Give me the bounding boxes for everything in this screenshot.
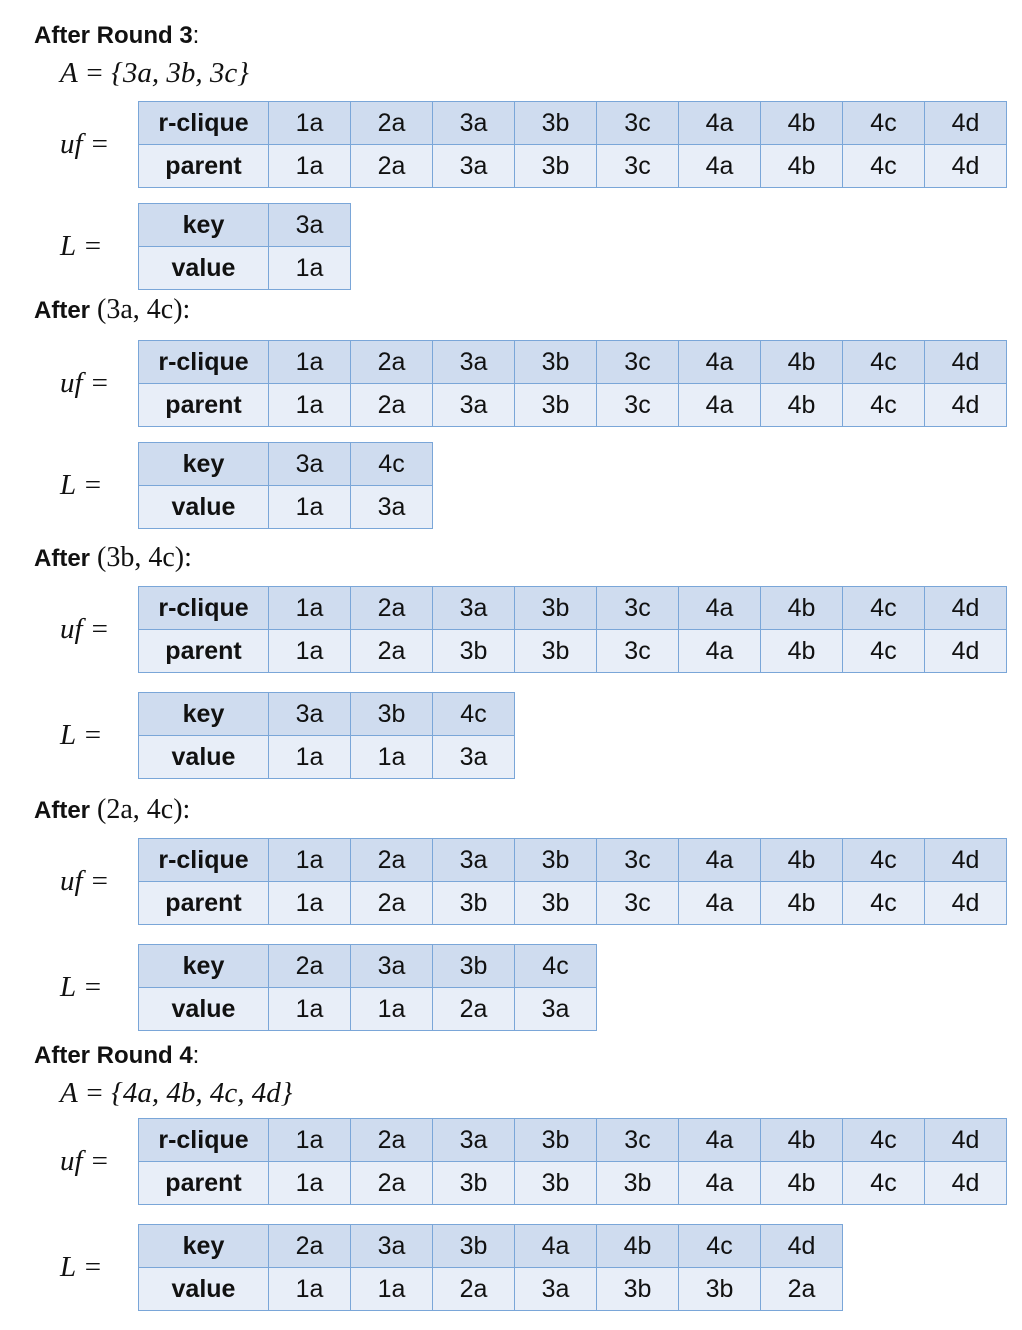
uf-table-cell: 3c (597, 102, 679, 145)
uf-table-cell: 3a (433, 102, 515, 145)
L-table-cell: 3a (269, 693, 351, 736)
uf-table-cell: 2a (351, 630, 433, 673)
L-table (138, 692, 515, 779)
uf-table-cell: 1a (269, 882, 351, 925)
L-table-cell: 2a (433, 988, 515, 1031)
uf-table-cell: 3b (515, 384, 597, 427)
uf-table-cell: 4b (761, 587, 843, 630)
uf-table-row-label: r-clique (139, 341, 269, 384)
L-table-cell: 3a (269, 204, 351, 247)
uf-table-cell: 3b (515, 587, 597, 630)
uf-table-row-label: parent (139, 1162, 269, 1205)
uf-table-cell: 3b (515, 882, 597, 925)
uf-table-cell: 4a (679, 102, 761, 145)
uf-table-cell: 4b (761, 1162, 843, 1205)
uf-table-cell: 2a (351, 102, 433, 145)
uf-table-cell: 3b (433, 630, 515, 673)
uf-table-cell: 3c (597, 587, 679, 630)
uf-table-row-2 (139, 630, 1007, 673)
uf-table-row-label: r-clique (139, 587, 269, 630)
section-header-bold: After Round 4 (34, 1042, 193, 1069)
uf-table-cell: 4a (679, 1119, 761, 1162)
L-table-cell: 4d (761, 1225, 843, 1268)
uf-table-row-2 (139, 882, 1007, 925)
section-header-bold: After (34, 545, 91, 572)
uf-table-cell: 3b (515, 1162, 597, 1205)
uf-table-cell: 4d (925, 145, 1007, 188)
uf-table-row-1 (139, 102, 1007, 145)
L-table-cell: 4c (679, 1225, 761, 1268)
uf-table-cell: 4a (679, 587, 761, 630)
uf-table-cell: 4a (679, 384, 761, 427)
uf-table-row-1 (139, 1119, 1007, 1162)
uf-table-row-label: r-clique (139, 1119, 269, 1162)
uf-table-cell: 2a (351, 587, 433, 630)
uf-table-cell: 4b (761, 882, 843, 925)
uf-table-cell: 2a (351, 1162, 433, 1205)
L-table-cell: 3a (269, 443, 351, 486)
uf-table-cell: 3b (515, 839, 597, 882)
uf-table-cell: 4b (761, 384, 843, 427)
uf-table-cell: 2a (351, 341, 433, 384)
L-table-cell: 3b (433, 945, 515, 988)
L-table-cell: 3b (597, 1268, 679, 1311)
uf-table-cell: 1a (269, 1162, 351, 1205)
uf-table-cell: 4b (761, 630, 843, 673)
uf-label: uf = (60, 367, 110, 399)
L-table-row-label: value (139, 486, 269, 529)
L-table-row-label: value (139, 1268, 269, 1311)
uf-table-cell: 4c (843, 145, 925, 188)
uf-table-cell: 1a (269, 384, 351, 427)
uf-table-row-label: parent (139, 882, 269, 925)
L-table-cell: 3a (351, 1225, 433, 1268)
uf-table-cell: 3b (515, 630, 597, 673)
L-table-cell: 1a (269, 736, 351, 779)
uf-table-cell: 1a (269, 1119, 351, 1162)
uf-table-cell: 4d (925, 630, 1007, 673)
L-table-cell: 4c (433, 693, 515, 736)
uf-table-row-label: parent (139, 630, 269, 673)
L-table-row-label: value (139, 736, 269, 779)
uf-table-cell: 2a (351, 1119, 433, 1162)
section-header-bold: After (34, 297, 91, 324)
section-header-rest: (2a, 4c): (90, 794, 191, 825)
L-table-cell: 3b (679, 1268, 761, 1311)
uf-table-cell: 4a (679, 882, 761, 925)
L-table-row-label: key (139, 1225, 269, 1268)
L-table-row-2 (139, 736, 515, 779)
uf-table-cell: 4c (843, 882, 925, 925)
uf-table-row-2 (139, 384, 1007, 427)
uf-table-cell: 4d (925, 882, 1007, 925)
uf-table-row-1 (139, 587, 1007, 630)
uf-table-cell: 3a (433, 1119, 515, 1162)
uf-table-cell: 4a (679, 839, 761, 882)
uf-table-cell: 4b (761, 839, 843, 882)
uf-table-row-1 (139, 839, 1007, 882)
L-label: L = (60, 971, 103, 1003)
section-header-rest: : (192, 22, 200, 49)
L-table-cell: 2a (761, 1268, 843, 1311)
section-header (34, 796, 190, 825)
L-table-cell: 1a (351, 736, 433, 779)
uf-table-cell: 4b (761, 1119, 843, 1162)
uf-table-row-label: parent (139, 145, 269, 188)
uf-table-cell: 4b (761, 102, 843, 145)
uf-table-cell: 3c (597, 145, 679, 188)
uf-table-row-2 (139, 1162, 1007, 1205)
L-table-row-1 (139, 693, 515, 736)
uf-table-cell: 1a (269, 839, 351, 882)
L-table-cell: 1a (269, 1268, 351, 1311)
section-header-rest: : (192, 1042, 200, 1069)
L-table-row-label: value (139, 247, 269, 290)
uf-table-row-2 (139, 145, 1007, 188)
uf-table-cell: 4b (761, 145, 843, 188)
uf-table-cell: 4d (925, 839, 1007, 882)
uf-table (138, 586, 1007, 673)
L-table-row-2 (139, 1268, 843, 1311)
section-header-rest: (3b, 4c): (90, 542, 192, 573)
L-table (138, 442, 433, 529)
uf-table-cell: 4a (679, 630, 761, 673)
uf-table-cell: 3b (597, 1162, 679, 1205)
uf-table-cell: 2a (351, 882, 433, 925)
L-table-cell: 4c (351, 443, 433, 486)
L-table-cell: 4b (597, 1225, 679, 1268)
uf-table-cell: 4d (925, 587, 1007, 630)
uf-table-cell: 3c (597, 882, 679, 925)
uf-table-cell: 4a (679, 341, 761, 384)
uf-table-cell: 3b (433, 882, 515, 925)
uf-table-cell: 4b (761, 341, 843, 384)
uf-table-row-label: r-clique (139, 839, 269, 882)
uf-table-cell: 3a (433, 341, 515, 384)
uf-table (138, 101, 1007, 188)
L-table (138, 944, 597, 1031)
L-table-cell: 1a (351, 988, 433, 1031)
section-header (34, 544, 192, 573)
set-expression: A = {4a, 4b, 4c, 4d} (60, 1077, 293, 1109)
L-table-row-2 (139, 988, 597, 1031)
uf-table-row-label: r-clique (139, 102, 269, 145)
L-table-cell: 3a (515, 1268, 597, 1311)
L-table-cell: 1a (269, 988, 351, 1031)
section-header (34, 22, 199, 50)
L-table-row-2 (139, 247, 351, 290)
uf-table-cell: 4d (925, 1119, 1007, 1162)
uf-table-cell: 1a (269, 587, 351, 630)
uf-table-cell: 4a (679, 1162, 761, 1205)
L-table-row-2 (139, 486, 433, 529)
L-table-cell: 1a (351, 1268, 433, 1311)
L-label: L = (60, 469, 103, 501)
uf-table-cell: 2a (351, 839, 433, 882)
uf-label: uf = (60, 613, 110, 645)
L-label: L = (60, 719, 103, 751)
uf-table-cell: 4d (925, 341, 1007, 384)
L-table-row-1 (139, 204, 351, 247)
L-table-cell: 4c (515, 945, 597, 988)
L-table-cell: 3a (515, 988, 597, 1031)
uf-table-cell: 3b (515, 102, 597, 145)
uf-table-cell: 3c (597, 839, 679, 882)
uf-table-cell: 4d (925, 1162, 1007, 1205)
L-table-cell: 4a (515, 1225, 597, 1268)
uf-table-cell: 4a (679, 145, 761, 188)
uf-table-cell: 3c (597, 1119, 679, 1162)
section-header (34, 1042, 199, 1070)
uf-table-cell: 1a (269, 145, 351, 188)
L-table-cell: 1a (269, 486, 351, 529)
uf-table-cell: 4d (925, 384, 1007, 427)
uf-table-cell: 4c (843, 839, 925, 882)
L-label: L = (60, 230, 103, 262)
uf-table-cell: 1a (269, 630, 351, 673)
uf-table (138, 340, 1007, 427)
uf-table-cell: 3b (515, 145, 597, 188)
uf-table-cell: 3a (433, 145, 515, 188)
uf-table-cell: 4c (843, 1162, 925, 1205)
L-table-row-label: key (139, 945, 269, 988)
uf-label: uf = (60, 1145, 110, 1177)
uf-table-cell: 3b (515, 341, 597, 384)
L-table-cell: 2a (269, 1225, 351, 1268)
L-table-row-1 (139, 945, 597, 988)
L-table-cell: 3a (351, 486, 433, 529)
uf-table-cell: 3a (433, 384, 515, 427)
uf-table-cell: 4d (925, 102, 1007, 145)
uf-table-cell: 1a (269, 341, 351, 384)
L-label: L = (60, 1251, 103, 1283)
section-header-bold: After (34, 797, 91, 824)
uf-table-cell: 4c (843, 102, 925, 145)
uf-table-cell: 3a (433, 587, 515, 630)
uf-table-cell: 4c (843, 630, 925, 673)
uf-table (138, 1118, 1007, 1205)
L-table-row-1 (139, 1225, 843, 1268)
L-table (138, 1224, 843, 1311)
uf-table-cell: 3c (597, 630, 679, 673)
uf-table-cell: 3b (433, 1162, 515, 1205)
uf-table-cell: 1a (269, 102, 351, 145)
L-table-row-label: key (139, 204, 269, 247)
L-table-cell: 1a (269, 247, 351, 290)
section-header (34, 296, 190, 325)
uf-table-cell: 3a (433, 839, 515, 882)
L-table-cell: 3a (351, 945, 433, 988)
L-table-row-label: value (139, 988, 269, 1031)
L-table-cell: 2a (433, 1268, 515, 1311)
uf-label: uf = (60, 865, 110, 897)
uf-table-cell: 4c (843, 384, 925, 427)
uf-table-cell: 2a (351, 145, 433, 188)
uf-table-cell: 4c (843, 341, 925, 384)
L-table-cell: 3b (433, 1225, 515, 1268)
set-expression: A = {3a, 3b, 3c} (60, 57, 249, 89)
uf-label: uf = (60, 128, 110, 160)
L-table-row-1 (139, 443, 433, 486)
section-header-rest: (3a, 4c): (90, 294, 191, 325)
uf-table-row-label: parent (139, 384, 269, 427)
uf-table-cell: 4c (843, 587, 925, 630)
uf-table (138, 838, 1007, 925)
L-table-cell: 3a (433, 736, 515, 779)
uf-table-row-1 (139, 341, 1007, 384)
L-table (138, 203, 351, 290)
uf-table-cell: 2a (351, 384, 433, 427)
L-table-cell: 3b (351, 693, 433, 736)
uf-table-cell: 4c (843, 1119, 925, 1162)
uf-table-cell: 3c (597, 384, 679, 427)
L-table-row-label: key (139, 693, 269, 736)
L-table-cell: 2a (269, 945, 351, 988)
section-header-bold: After Round 3 (34, 22, 193, 49)
uf-table-cell: 3b (515, 1119, 597, 1162)
uf-table-cell: 3c (597, 341, 679, 384)
L-table-row-label: key (139, 443, 269, 486)
